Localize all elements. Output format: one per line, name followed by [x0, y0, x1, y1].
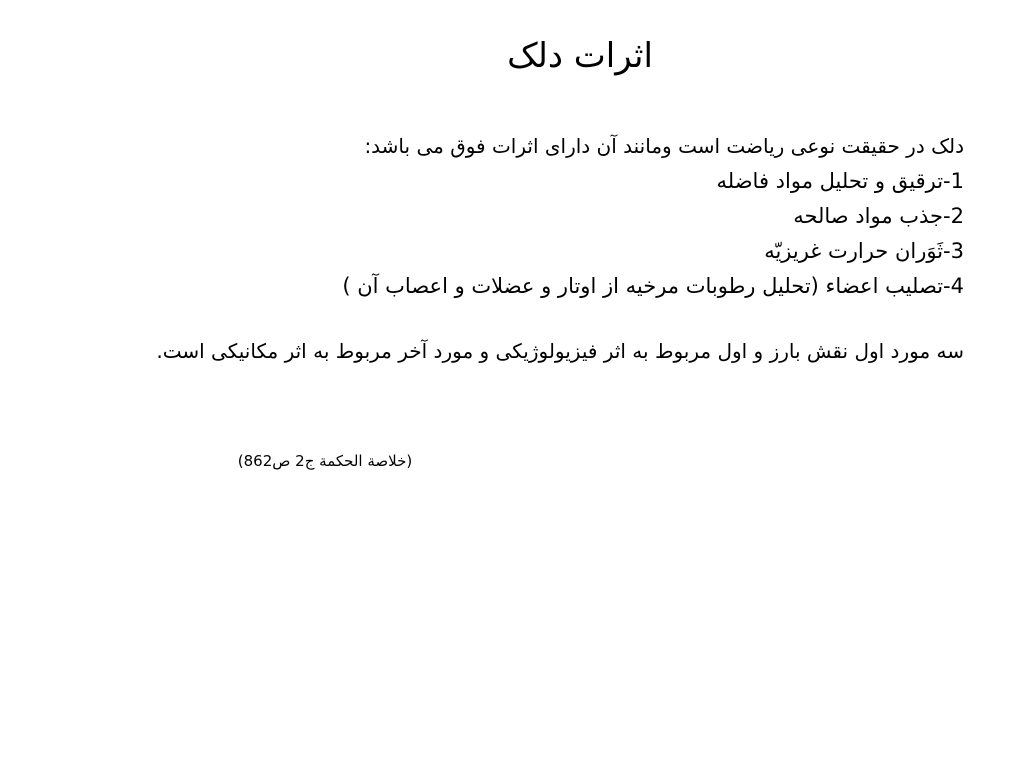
- slide-title: اثرات دلک: [507, 36, 653, 76]
- list-item: 1-ترقیق و تحلیل مواد فاضله: [716, 169, 964, 193]
- intro-paragraph: دلک در حقیقت نوعی ریاضت است ومانند آن دارای اثرات فوق می باشد:: [364, 134, 964, 158]
- slide-content: [84, 128, 964, 368]
- citation: (خلاصة الحکمة ج2 ص862): [237, 452, 413, 470]
- list-item: 2-جذب مواد صالحه: [793, 204, 964, 228]
- list-item: 3-ثَوَران حرارت غریزیّه: [764, 239, 964, 263]
- list-item: 4-تصلیب اعضاء (تحلیل رطوبات مرخیه از اوتار و عضلات و اعصاب آن ): [342, 274, 964, 298]
- effects-list: [84, 164, 964, 304]
- summary-paragraph: سه مورد اول نقش بارز و اول مربوط به اثر فیزیولوژیکی و مورد آخر مربوط به اثر مکانیکی است.: [156, 339, 964, 363]
